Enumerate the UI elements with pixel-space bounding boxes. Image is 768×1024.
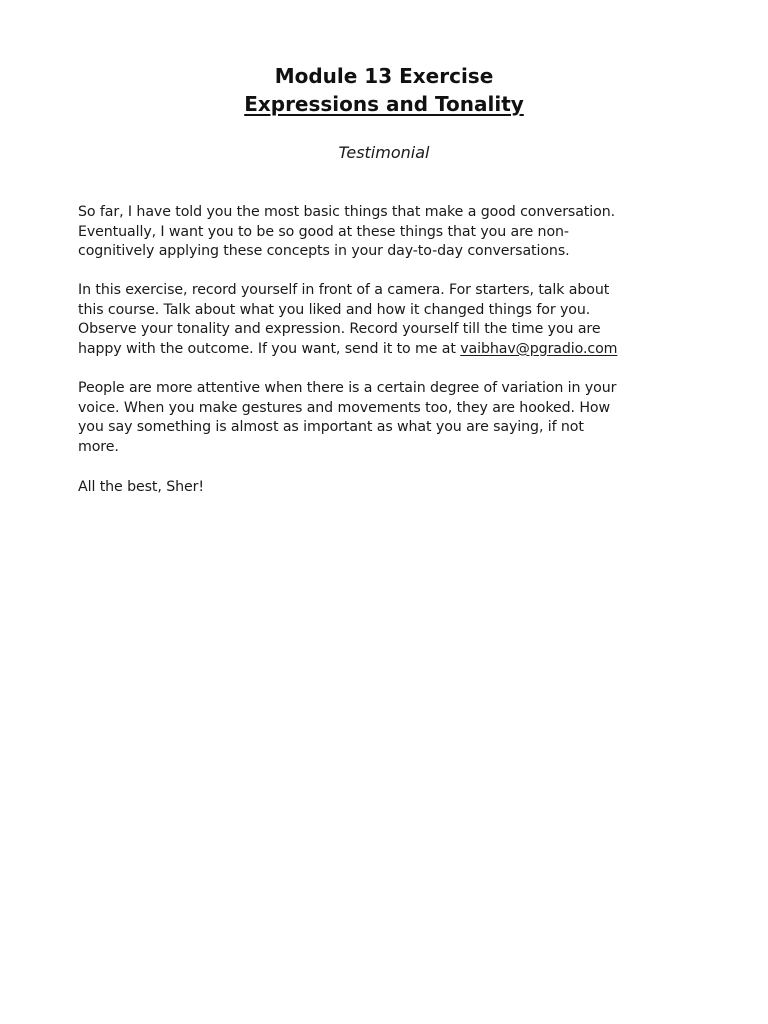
paragraph-line: more. <box>78 438 119 455</box>
paragraph-line: Eventually, I want you to be so good at these things that you are non- <box>78 223 569 240</box>
paragraph-line: this course. Talk about what you liked and how it changed things for you. <box>78 301 591 318</box>
paragraph-line: Observe your tonality and expression. Record yourself till the time you are <box>78 321 601 337</box>
paragraph-line: In this exercise, record yourself in front of a camera. For starters, talk about <box>78 282 610 298</box>
paragraph-attention <box>78 379 698 457</box>
paragraph-line: voice. When you make gestures and movements too, they are hooked. How <box>78 399 610 416</box>
paragraph-line: So far, I have told you the most basic things that make a good conversation. <box>78 204 615 220</box>
paragraph-line: you say something is almost as important as what you are saying, if not <box>78 419 584 435</box>
signoff: All the best, Sher! <box>78 479 204 495</box>
paragraph-exercise <box>78 281 698 359</box>
paragraph-line-prefix: happy with the outcome. If you want, send it to me at <box>78 340 461 357</box>
paragraph-line <box>78 340 698 360</box>
paragraph-line: People are more attentive when there is a certain degree of variation in your <box>78 380 617 396</box>
paragraph-line: cognitively applying these concepts in your day-to-day conversations. <box>78 243 570 259</box>
email-link[interactable]: vaibhav@pgradio.com <box>460 340 618 357</box>
exercise-title: Expressions and Tonality <box>244 92 524 116</box>
module-title: Module 13 Exercise <box>274 64 494 88</box>
testimonial-subtitle: Testimonial <box>338 143 430 162</box>
paragraph-intro <box>78 203 698 262</box>
